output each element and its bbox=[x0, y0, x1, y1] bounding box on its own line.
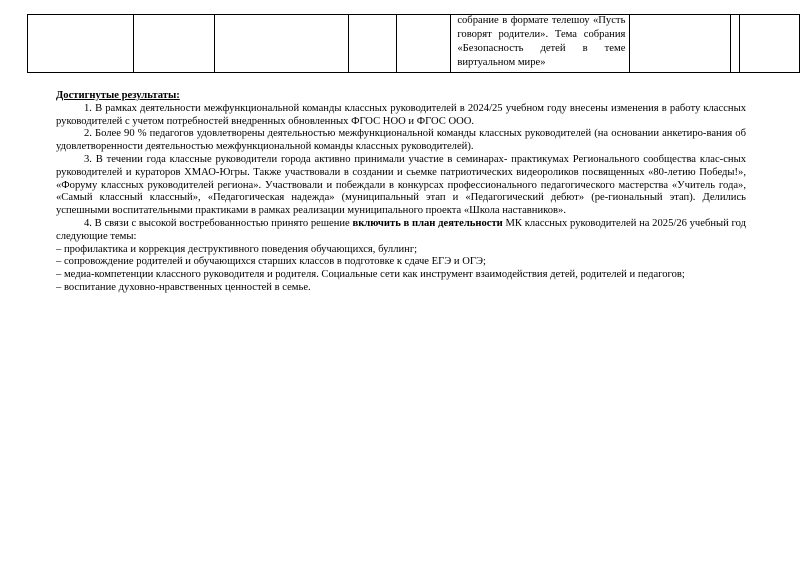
topic-item: – медиа-компетенции классного руководителя и родителя. Социальные сети как инструмент взаимодействия детей, родителей и педагогов; bbox=[56, 269, 685, 281]
result-paragraph-4-end: МК классных руководителей на 2025/26 учебный год следующие темы: bbox=[56, 217, 746, 242]
table-cell bbox=[396, 15, 451, 73]
event-description-cell bbox=[451, 15, 630, 73]
event-description-text: собрание в формате телешоу «Пусть говорят родители». Тема собрания «Безопасность детей в теме виртуальном мире» bbox=[457, 15, 626, 68]
result-paragraph-4-emphasis: включить в план деятельности bbox=[352, 217, 503, 229]
results-section bbox=[56, 90, 746, 295]
result-paragraph-4 bbox=[56, 218, 746, 244]
plan-table-fragment bbox=[27, 14, 800, 73]
table-cell bbox=[740, 15, 800, 73]
topic-item: – воспитание духовно-нравственных ценностей в семье. bbox=[56, 281, 311, 293]
table-cell bbox=[730, 15, 740, 73]
result-paragraph-2: 2. Более 90 % педагогов удовлетворены деятельностью межфункциональной команды классных руководителей (на основании анкетиро-вания об удовлетворенности деятельностью межфункциональной команды классных руководителей). bbox=[56, 128, 746, 153]
result-paragraph-4-start: 4. В связи с высокой востребованностью принято решение bbox=[84, 217, 353, 229]
table-cell bbox=[349, 15, 397, 73]
table-cell bbox=[630, 15, 730, 73]
table-row bbox=[28, 15, 800, 73]
topic-item: – профилактика и коррекция деструктивного поведения обучающихся, буллинг; bbox=[56, 243, 418, 255]
result-paragraph-3: 3. В течении года классные руководители города активно принимали участие в семинарах- практикумах Регионального сообщества клас-сных руководителей и кураторов ХМАО-Югры. Также участвовали в создании и сьемке патриотических видеороликов посвященных «80-летию Победы!», «Форуму классных руководителей региона». Участвовали и побеждали в конкурсах профессионального педагогического мастерства «Учитель года», «Самый классный классный», «Педагогическая надежда» (муниципальный этап и «Педагогический дебют» (ре-гиональный этап). Делились успешными воспитательными практиками в рамках реализации муниципального проекта «Школа наставников». bbox=[56, 153, 746, 217]
table-cell bbox=[134, 15, 215, 73]
topic-item: – сопровождение родителей и обучающихся старших классов в подготовке к сдаче ЕГЭ и ОГЭ; bbox=[56, 256, 486, 268]
table-cell bbox=[28, 15, 134, 73]
results-heading: Достигнутые результаты: bbox=[56, 90, 180, 101]
result-paragraph-1: 1. В рамках деятельности межфункциональной команды классных руководителей в 2024/25 учебном году внесены изменения в работу классных руководителей с учетом потребностей внедренных обновленных ФГОС НОО и ФГОС ООО. bbox=[56, 102, 746, 127]
table-cell bbox=[215, 15, 349, 73]
